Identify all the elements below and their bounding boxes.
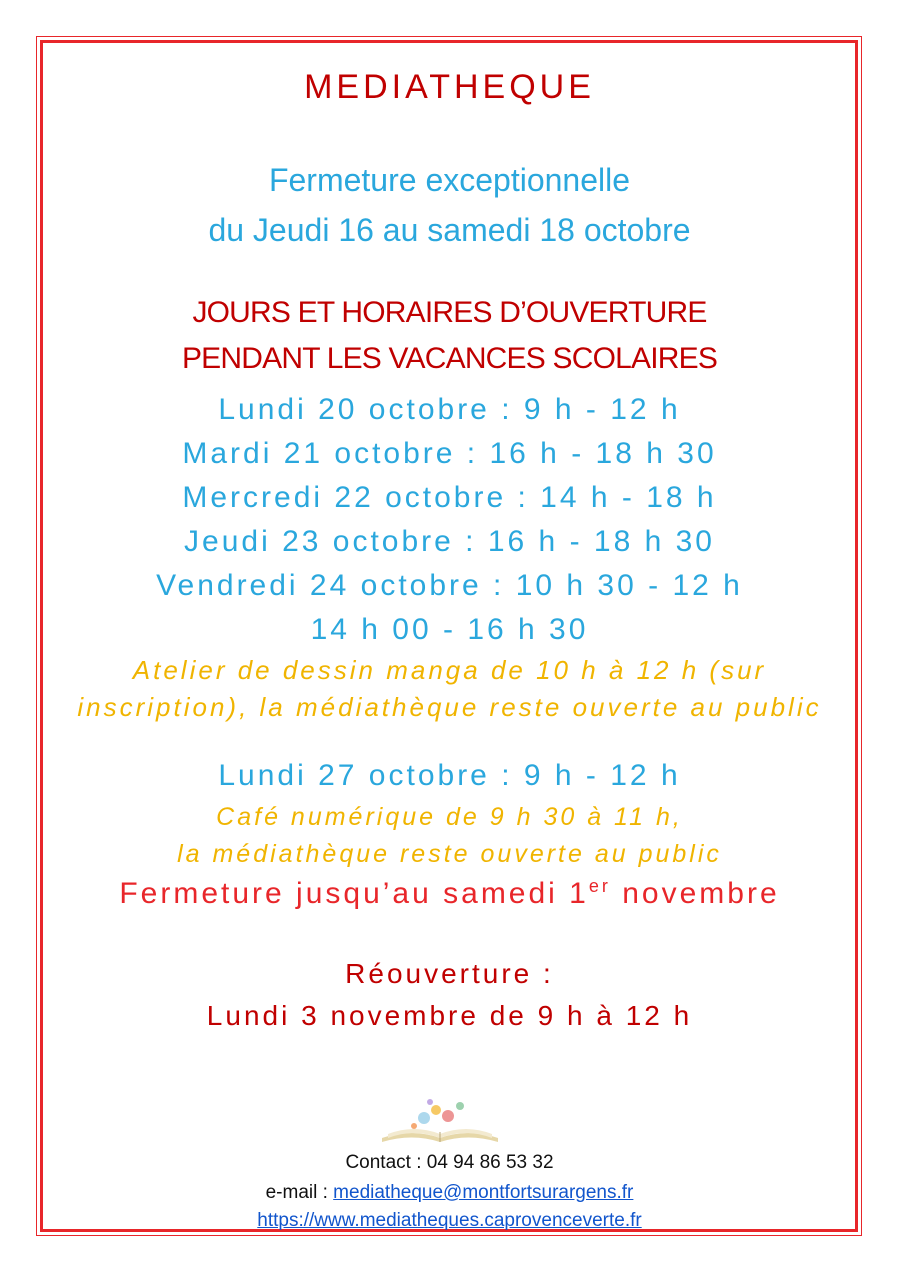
closure-until-end: novembre: [610, 877, 780, 910]
contact-phone: Contact : 04 94 86 53 32: [345, 1152, 554, 1173]
email-label: e-mail :: [265, 1182, 334, 1203]
website-row: [0, 1210, 899, 1232]
logo-dot-red: [442, 1110, 454, 1122]
schedule-thursday-23: Jeudi 23 octobre : 16 h - 18 h 30: [184, 525, 715, 558]
page-title: MEDIATHEQUE: [304, 68, 595, 106]
website-link[interactable]: https://www.mediatheques.caprovenceverte.fr: [257, 1210, 642, 1231]
closure-until-notice: [0, 877, 899, 911]
closure-line-2: du Jeudi 16 au samedi 18 octobre: [208, 212, 691, 248]
workshop-note-line-1: Atelier de dessin manga de 10 h à 12 h (sur: [132, 655, 767, 685]
cafe-note-line-2: la médiathèque reste ouverte au public: [177, 840, 722, 868]
schedule-wednesday-22: Mercredi 22 octobre : 14 h - 18 h: [182, 481, 717, 514]
schedule-friday-24: Vendredi 24 octobre : 10 h 30 - 12 h: [156, 569, 743, 602]
hours-heading-line-1: JOURS ET HORAIRES D’OUVERTURE: [192, 296, 707, 329]
reopening-label: Réouverture :: [345, 958, 554, 989]
cafe-note-line-1: Café numérique de 9 h 30 à 11 h,: [216, 803, 683, 831]
closure-line-1: Fermeture exceptionnelle: [268, 162, 631, 198]
hours-heading-line-2: PENDANT LES VACANCES SCOLAIRES: [181, 342, 718, 375]
closure-until-text: Fermeture jusqu’au samedi 1: [119, 877, 589, 910]
logo-dot-yellow: [431, 1105, 441, 1115]
logo-dot-purple: [427, 1099, 433, 1105]
logo-dot-orange: [411, 1123, 417, 1129]
logo-dot-blue: [418, 1112, 430, 1124]
schedule-monday-27: Lundi 27 octobre : 9 h - 12 h: [218, 759, 681, 792]
open-book-logo-icon: [378, 1088, 502, 1146]
schedule-tuesday-21: Mardi 21 octobre : 16 h - 18 h 30: [182, 437, 717, 470]
ordinal-suffix: er: [588, 876, 611, 896]
logo-dot-green: [456, 1102, 464, 1110]
schedule-friday-24-afternoon: 14 h 00 - 16 h 30: [310, 613, 589, 646]
contact-email-row: [0, 1182, 899, 1204]
workshop-note-line-2: inscription), la médiathèque reste ouverte au public: [77, 692, 822, 722]
reopening-date: Lundi 3 novembre de 9 h à 12 h: [206, 1000, 693, 1031]
schedule-monday-20: Lundi 20 octobre : 9 h - 12 h: [218, 393, 681, 426]
email-link[interactable]: mediatheque@montfortsurargens.fr: [333, 1182, 634, 1203]
